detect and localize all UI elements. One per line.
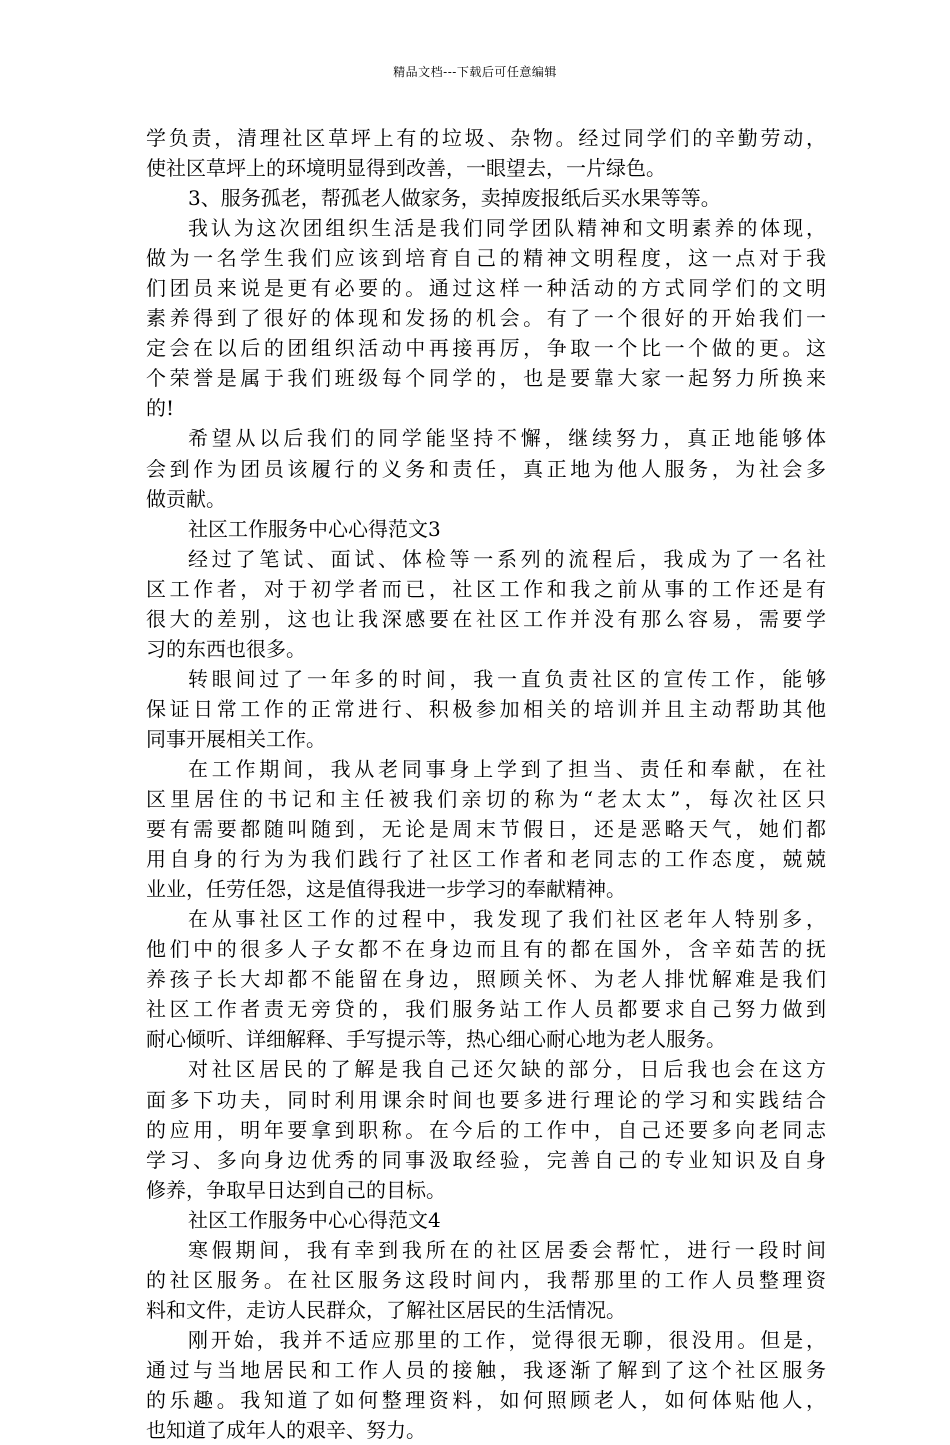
- text-line: 的!: [146, 396, 175, 421]
- text-line: 养孩子长大却都不能留在身边，照顾关怀、为老人排忧解难是我们: [146, 967, 826, 992]
- text-line: 社区工作者责无旁贷的，我们服务站工作人员都要求自己努力做到: [146, 997, 826, 1022]
- text-line: 在从事社区工作的过程中，我发现了我们社区老年人特别多，: [188, 907, 826, 932]
- text-line: 会到作为团员该履行的义务和责任，真正地为他人服务，为社会多: [146, 456, 826, 481]
- text-line: 寒假期间，我有幸到我所在的社区居委会帮忙，进行一段时间: [188, 1237, 826, 1262]
- text-line: 3、服务孤老，帮孤老人做家务，卖掉废报纸后买水果等等。: [188, 186, 721, 211]
- text-line: 保证日常工作的正常进行、积极参加相关的培训并且主动帮助其他: [146, 696, 826, 721]
- text-line: 个荣誉是属于我们班级每个同学的，也是要靠大家一起努力所换来: [146, 366, 826, 391]
- text-line: 的应用，明年要拿到职称。在今后的工作中，自己还要多向老同志: [146, 1117, 826, 1142]
- text-line: 同事开展相关工作。: [146, 726, 326, 751]
- text-line: 学负责，清理社区草坪上有的垃圾、杂物。经过同学们的辛勤劳动，: [146, 126, 826, 150]
- text-line: 修养，争取早日达到自己的目标。: [146, 1177, 446, 1202]
- text-line: 在工作期间，我从老同事身上学到了担当、责任和奉献，在社: [188, 756, 826, 781]
- text-line: 耐心倾听、详细解释、手写提示等，热心细心耐心地为老人服务。: [146, 1027, 726, 1052]
- text-line: 对社区居民的了解是我自己还欠缺的部分，日后我也会在这方: [188, 1057, 826, 1082]
- text-line: 料和文件，走访人民群众，了解社区居民的生活情况。: [146, 1297, 626, 1322]
- document-body: [146, 123, 826, 1445]
- text-line: 定会在以后的团组织活动中再接再厉，争取一个比一个做的更。这: [146, 336, 826, 361]
- text-line: 社区工作服务中心心得范文3: [188, 516, 441, 541]
- text-line: 的乐趣。我知道了如何整理资料，如何照顾老人，如何体贴他人，: [146, 1387, 826, 1412]
- text-line: 使社区草坪上的环境明显得到改善，一眼望去，一片绿色。: [146, 156, 666, 181]
- text-line: 用自身的行为为我们践行了社区工作者和老同志的工作态度，兢兢: [146, 847, 826, 872]
- text-line: 们团员来说是更有必要的。通过这样一种活动的方式同学们的文明: [146, 276, 826, 301]
- text-line: 社区工作服务中心心得范文4: [188, 1207, 441, 1232]
- text-line: 转眼间过了一年多的时间，我一直负责社区的宣传工作，能够: [188, 666, 826, 691]
- text-line: 也知道了成年人的艰辛、努力。: [146, 1418, 426, 1443]
- text-line: 做为一名学生我们应该到培育自己的精神文明程度，这一点对于我: [146, 246, 826, 271]
- page-header: 精品文档---下载后可任意编辑: [393, 65, 557, 79]
- text-line: 区里居住的书记和主任被我们亲切的称为“老太太”，每次社区只: [146, 787, 826, 812]
- text-line: 希望从以后我们的同学能坚持不懈，继续努力，真正地能够体: [188, 426, 826, 451]
- text-line: 面多下功夫，同时利用课余时间也要多进行理论的学习和实践结合: [146, 1087, 826, 1112]
- text-line: 区工作者，对于初学者而已，社区工作和我之前从事的工作还是有: [146, 576, 826, 601]
- text-line: 很大的差别，这也让我深感要在社区工作并没有那么容易，需要学: [146, 606, 826, 631]
- text-line: 通过与当地居民和工作人员的接触，我逐渐了解到了这个社区服务: [146, 1357, 826, 1382]
- text-line: 他们中的很多人子女都不在身边而且有的都在国外，含辛茹苦的抚: [146, 937, 826, 962]
- text-line: 做贡献。: [146, 486, 226, 511]
- text-line: 业业，任劳任怨，这是值得我进一步学习的奉献精神。: [146, 877, 626, 902]
- text-line: 经过了笔试、面试、体检等一系列的流程后，我成为了一名社: [188, 546, 826, 571]
- text-line: 的社区服务。在社区服务这段时间内，我帮那里的工作人员整理资: [146, 1267, 826, 1292]
- text-line: 我认为这次团组织生活是我们同学团队精神和文明素养的体现，: [188, 216, 826, 241]
- text-line: 刚开始，我并不适应那里的工作，觉得很无聊，很没用。但是，: [188, 1327, 826, 1352]
- text-line: 素养得到了很好的体现和发扬的机会。有了一个很好的开始我们一: [146, 306, 826, 331]
- text-line: 要有需要都随叫随到，无论是周末节假日，还是恶略天气，她们都: [146, 817, 826, 842]
- text-line: 习的东西也很多。: [146, 636, 306, 661]
- text-line: 学习、多向身边优秀的同事汲取经验，完善自己的专业知识及自身: [146, 1147, 826, 1172]
